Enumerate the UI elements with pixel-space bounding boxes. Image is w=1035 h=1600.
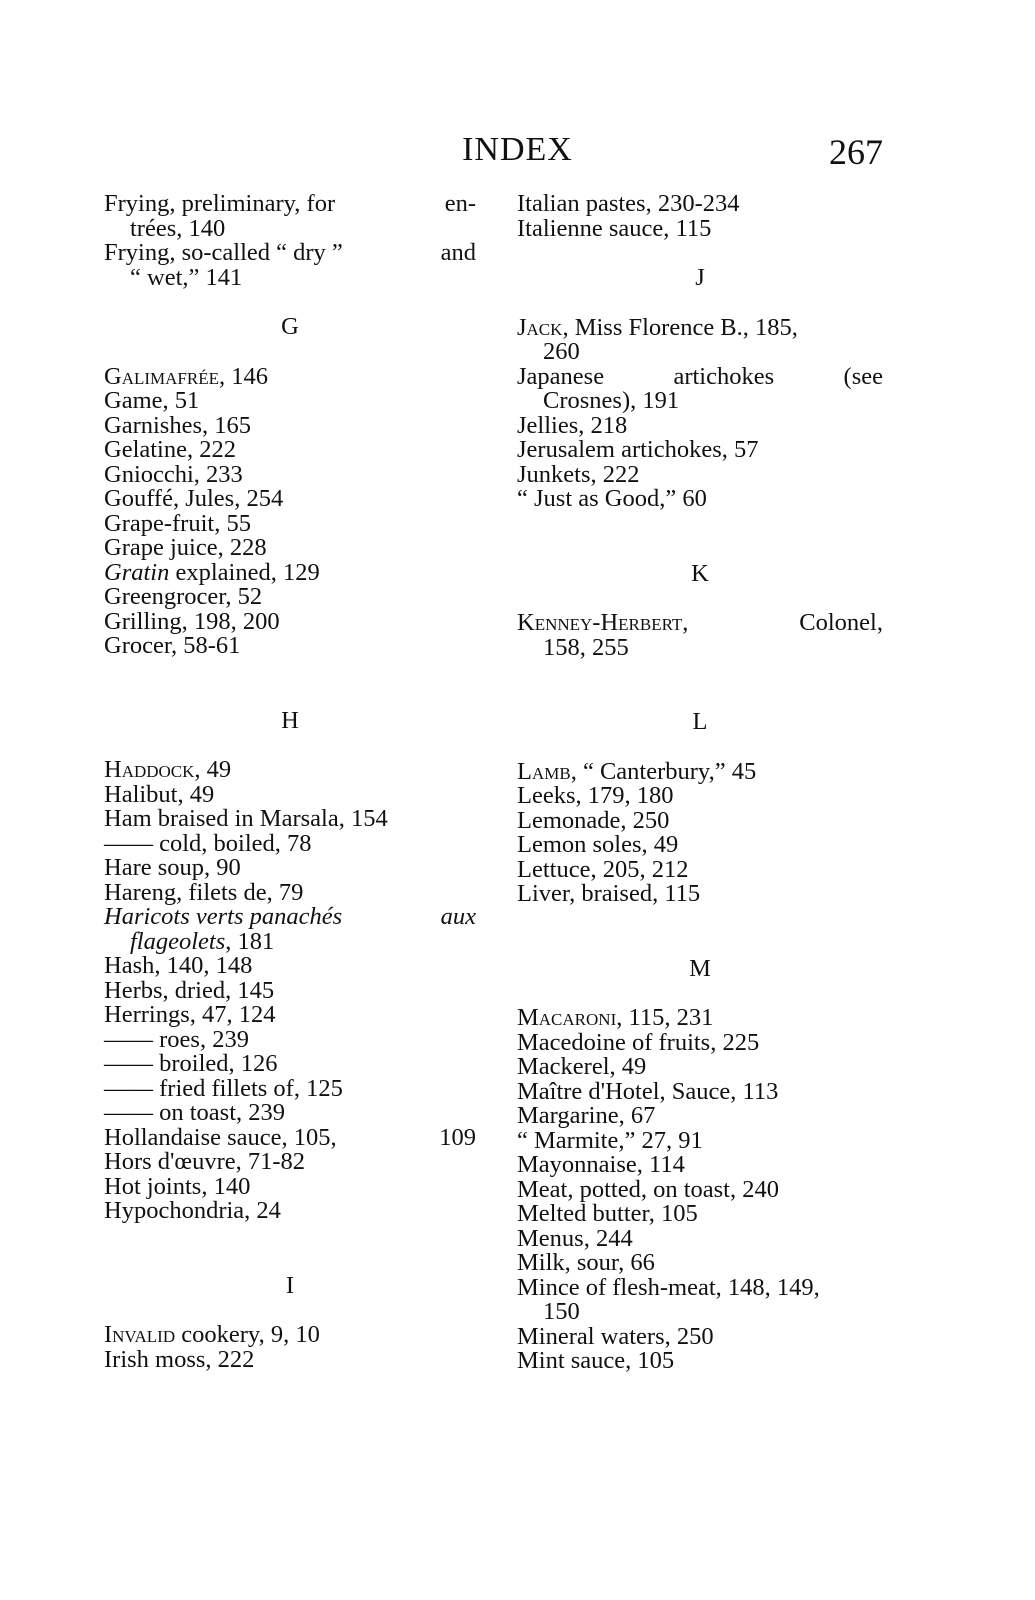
entry-text: , 181	[225, 927, 275, 955]
entry-text: trées, 140	[130, 214, 226, 242]
index-entry	[104, 192, 476, 217]
entry-text: —— on toast, 239	[104, 1099, 286, 1126]
index-entry	[517, 633, 883, 661]
entry-part: Frying, so-called “ dry ”	[104, 239, 343, 266]
entry-part: artichokes	[673, 362, 775, 390]
index-entry	[517, 389, 883, 414]
entry-part: 109	[439, 1123, 476, 1151]
entry-text: Grape juice, 228	[104, 534, 267, 561]
entry-text: 150	[543, 1298, 580, 1325]
page-title: INDEX	[462, 131, 573, 168]
index-entry	[517, 313, 883, 341]
entry-heading-word: Invalid	[104, 1321, 176, 1348]
index-entry	[517, 1175, 883, 1203]
entry-text: Greengrocer, 52	[104, 583, 263, 610]
entry-part: Colonel,	[799, 609, 883, 636]
entry-text: Mint sauce, 105	[517, 1347, 675, 1374]
index-entry	[104, 389, 476, 414]
entry-text: , 146	[218, 362, 268, 390]
index-entry	[104, 411, 476, 439]
index-entry	[104, 536, 476, 561]
section-g-entries	[104, 362, 476, 659]
entry-heading-word: Jack	[517, 313, 563, 341]
section-heading-h: H	[281, 706, 299, 734]
entry-text: —— broiled, 126	[104, 1050, 278, 1077]
entry-text: Grilling, 198, 200	[104, 607, 280, 635]
entry-heading-word: Lamb	[517, 757, 571, 785]
entry-text: , “ Canterbury,” 45	[570, 757, 757, 785]
entry-text: , Miss Florence B., 185,	[562, 313, 798, 341]
entry-text: —— roes, 239	[104, 1025, 249, 1053]
index-entry	[104, 1025, 476, 1053]
entry-text: cookery, 9, 10	[175, 1321, 320, 1348]
index-entry	[104, 263, 476, 291]
entry-text: Menus, 244	[517, 1224, 633, 1252]
index-entry	[104, 634, 476, 659]
index-entry	[517, 1077, 883, 1105]
section-j-entries	[517, 313, 883, 512]
index-entry	[517, 460, 883, 488]
index-entry	[104, 1052, 476, 1077]
index-entry	[104, 758, 476, 783]
section-heading-j: J	[695, 264, 705, 291]
entry-text: Maître d'Hotel, Sauce, 113	[517, 1077, 779, 1105]
index-entry	[104, 1003, 476, 1028]
frying-entries	[104, 192, 476, 290]
entry-text: Irish moss, 222	[104, 1345, 255, 1373]
index-entry	[517, 340, 883, 365]
entry-text: Jerusalem artichokes, 57	[517, 436, 759, 463]
index-entry	[517, 438, 883, 463]
index-entry	[104, 362, 476, 390]
index-entry	[104, 438, 476, 463]
entry-text: Hot joints, 140	[104, 1172, 251, 1200]
entry-text: Margarine, 67	[517, 1102, 656, 1129]
section-m-entries	[517, 1006, 883, 1374]
entry-text: Mineral waters, 250	[517, 1322, 714, 1350]
entry-part: Frying, preliminary, for	[104, 190, 336, 217]
entry-text: Herbs, dried, 145	[104, 976, 275, 1004]
entry-text: Hash, 140, 148	[104, 952, 253, 979]
italian-entries	[517, 192, 883, 241]
entry-text: explained, 129	[169, 558, 320, 586]
entry-text: Meat, potted, on toast, 240	[517, 1175, 779, 1203]
entry-text: Hors d'œuvre, 71-82	[104, 1148, 306, 1175]
index-entry	[104, 1123, 476, 1151]
entry-text: 260	[543, 338, 580, 365]
entry-text: Liver, braised, 115	[517, 880, 701, 907]
index-entry	[104, 829, 476, 857]
entry-text: “ Marmite,” 27, 91	[517, 1126, 703, 1154]
index-entry	[104, 214, 476, 242]
section-i-entries	[104, 1323, 476, 1372]
entry-part: and	[440, 239, 476, 266]
entry-text: Mince of flesh-meat, 148, 149,	[517, 1273, 820, 1301]
entry-heading-word: Galimafrée	[104, 362, 219, 390]
entry-text: , 115, 231	[616, 1004, 714, 1031]
index-entry	[517, 1006, 883, 1031]
entry-part: en-	[444, 190, 476, 217]
entry-part: Hollandaise sauce, 105,	[104, 1123, 337, 1151]
section-heading-k: K	[691, 559, 709, 587]
entry-text: Ham braised in Marsala, 154	[104, 805, 388, 832]
index-entry	[517, 784, 883, 809]
entry-text: Leeks, 179, 180	[517, 782, 674, 809]
index-entry	[517, 757, 883, 785]
index-entry	[517, 1028, 883, 1056]
index-entry	[104, 780, 476, 808]
index-entry	[517, 882, 883, 907]
entry-text: Lettuce, 205, 212	[517, 855, 689, 883]
index-entry	[104, 1074, 476, 1102]
index-entry	[517, 192, 883, 217]
entry-text: , 49	[194, 756, 232, 783]
index-entry	[517, 1349, 883, 1374]
index-entry	[517, 1126, 883, 1154]
entry-text: —— fried fillets of, 125	[104, 1074, 343, 1102]
index-entry	[517, 855, 883, 883]
index-entry	[104, 460, 476, 488]
entry-heading-word: Macaroni	[517, 1004, 617, 1031]
entry-text: Macedoine of fruits, 225	[517, 1028, 760, 1056]
entry-italic-word: flageolets	[130, 927, 226, 955]
entry-text: Game, 51	[104, 387, 200, 414]
entry-text: Crosnes), 191	[543, 387, 680, 414]
entry-text: —— cold, boiled, 78	[104, 829, 312, 857]
entry-text: Junkets, 222	[517, 460, 640, 488]
index-entry	[517, 833, 883, 858]
index-entry	[517, 1224, 883, 1252]
entry-text: Italienne sauce, 115	[517, 214, 712, 242]
entry-text: Hypochondria, 24	[104, 1197, 281, 1224]
index-entry	[104, 1199, 476, 1224]
index-entry	[517, 1322, 883, 1350]
index-entry	[517, 806, 883, 834]
entry-italic-word: Gratin	[104, 558, 170, 586]
entry-text: Melted butter, 105	[517, 1200, 698, 1227]
index-entry	[517, 1251, 883, 1276]
index-entry	[104, 607, 476, 635]
section-heading-g: G	[281, 313, 299, 340]
index-entry	[104, 585, 476, 610]
entry-text: Lemon soles, 49	[517, 831, 679, 858]
entry-text: Grape-fruit, 55	[104, 509, 251, 537]
right-column	[517, 192, 883, 1374]
section-h-entries	[104, 758, 476, 1224]
section-heading-m: M	[689, 954, 711, 982]
entry-text: Hareng, filets de, 79	[104, 878, 304, 906]
index-entry	[104, 1323, 476, 1348]
left-column	[104, 192, 476, 1372]
entry-part: aux	[440, 903, 476, 930]
index-entry	[517, 411, 883, 439]
index-entry	[104, 878, 476, 906]
index-entry	[104, 954, 476, 979]
section-l-entries	[517, 757, 883, 907]
index-entry	[517, 611, 883, 636]
entry-text: Herrings, 47, 124	[104, 1001, 276, 1028]
section-heading-i: I	[285, 1271, 295, 1299]
entry-text: “ Just as Good,” 60	[517, 485, 707, 512]
index-entry	[517, 214, 883, 242]
entry-text: Gniocchi, 233	[104, 460, 243, 488]
entry-text: Lemonade, 250	[517, 806, 670, 834]
index-entry	[517, 1104, 883, 1129]
section-heading-l: L	[692, 708, 708, 735]
entry-text: “ wet,” 141	[130, 263, 243, 291]
index-entry	[517, 1202, 883, 1227]
index-entry	[104, 1150, 476, 1175]
entry-text: Jellies, 218	[517, 411, 628, 439]
index-entry	[517, 487, 883, 512]
entry-part: Haricots verts panachés	[104, 903, 343, 930]
index-entry	[104, 1345, 476, 1373]
index-entry	[104, 856, 476, 881]
index-entry	[104, 905, 476, 930]
entry-text: Gelatine, 222	[104, 436, 236, 463]
entry-text: Gouffé, Jules, 254	[104, 485, 284, 512]
entry-part: Japanese	[517, 362, 605, 390]
entry-text: Grocer, 58-61	[104, 632, 241, 659]
entry-text: 158, 255	[543, 633, 629, 661]
section-k-entries	[517, 611, 883, 660]
index-entry	[517, 1300, 883, 1325]
entry-heading-word: Haddock	[104, 756, 195, 783]
entry-text: Milk, sour, 66	[517, 1249, 655, 1276]
entry-text: Mackerel, 49	[517, 1053, 647, 1080]
index-entry	[104, 558, 476, 586]
index-entry	[104, 241, 476, 266]
index-entry	[104, 1101, 476, 1126]
index-entry	[517, 1153, 883, 1178]
entry-text: Hare soup, 90	[104, 854, 241, 881]
entry-text: Italian pastes, 230-234	[517, 190, 740, 217]
entry-text: Halibut, 49	[104, 780, 215, 808]
entry-text: Garnishes, 165	[104, 411, 251, 439]
page-number: 267	[829, 132, 883, 172]
index-entry	[104, 927, 476, 955]
entry-part: Kenney-Herbert,	[517, 609, 689, 636]
index-entry	[517, 1273, 883, 1301]
index-entry	[104, 976, 476, 1004]
index-entry	[517, 362, 883, 390]
index-entry	[104, 1172, 476, 1200]
index-entry	[104, 807, 476, 832]
entry-part: (see	[843, 362, 883, 390]
index-entry	[517, 1055, 883, 1080]
entry-text: Mayonnaise, 114	[517, 1151, 685, 1178]
index-entry	[104, 487, 476, 512]
index-entry	[104, 509, 476, 537]
